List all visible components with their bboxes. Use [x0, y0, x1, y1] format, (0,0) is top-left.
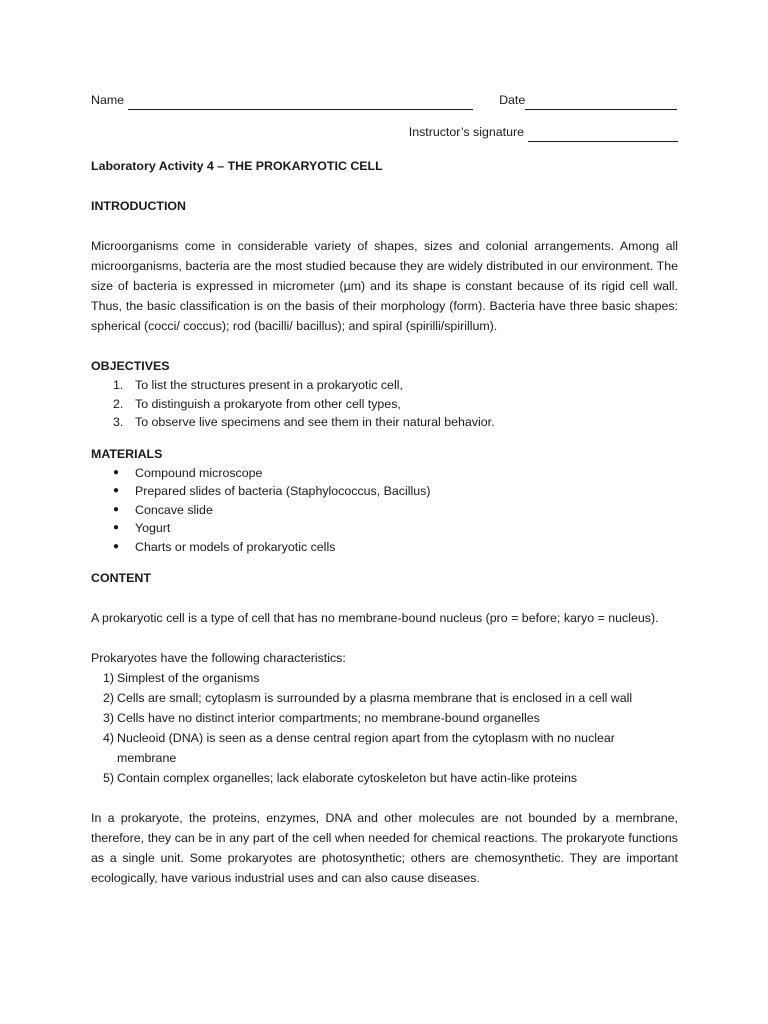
bullet-icon: ●: [113, 503, 120, 515]
bullet-icon: ●: [113, 522, 120, 533]
signature-label: Instructor’s signature: [408, 125, 524, 139]
list-item: 5) Contain complex organelles; lack elaborate cytoskeleton but have actin-like proteins: [103, 771, 578, 785]
content-heading: CONTENT: [91, 571, 151, 585]
materials-heading: MATERIALS: [91, 446, 163, 461]
list-item: 1. To list the structures present in a prokaryotic cell,: [113, 378, 403, 392]
list-item: ● Charts or models of prokaryotic cells: [135, 538, 678, 557]
activity-title: Laboratory Activity 4 – THE PROKARYOTIC CELL: [91, 159, 383, 173]
list-item: 2) Cells are small; cytoplasm is surrounded by a plasma membrane that is enclosed in a cell wall: [103, 691, 633, 705]
list-item: ● Concave slide: [135, 501, 678, 520]
bullet-icon: ●: [113, 466, 120, 478]
materials-list: [91, 464, 678, 557]
document-page: [91, 88, 678, 888]
name-label: Name: [91, 93, 125, 107]
list-item: ● Yogurt: [135, 519, 678, 538]
prokaryote-definition: A prokaryotic cell is a type of cell that has no membrane-bound nucleus (pro = before; karyo = nucleus).: [91, 611, 659, 625]
characteristics-list: [91, 668, 678, 788]
signature-row: [91, 120, 678, 142]
list-item: 1) Simplest of the organisms: [103, 671, 260, 685]
name-blank-line[interactable]: [128, 95, 473, 110]
list-item: 4) Nucleoid (DNA) is seen as a dense central region apart from the cytoplasm with no nuclear membrane: [103, 731, 615, 765]
list-item: 2. To distinguish a prokaryote from other cell types,: [113, 396, 401, 411]
introduction-text: Microorganisms come in considerable variety of shapes, sizes and colonial arrangements. Among all microorganisms, bacteria are the most studied because they are widely distributed in our environment. The size of bacteria is expressed in micrometer (µm) and its shape is constant because of its rigid cell wall. Thus, the basic classification is on the basis of their morphology (form). Bacteria have three basic shapes: spherical (cocci/ coccus); rod (bacilli/ bacillus); and spiral (spirilli/spirillum).: [91, 239, 678, 333]
name-date-row: [91, 88, 678, 110]
date-label: Date: [499, 93, 526, 107]
list-item: 3. To observe live specimens and see them in their natural behavior.: [113, 415, 495, 429]
bullet-icon: ●: [113, 540, 120, 552]
signature-blank-line[interactable]: [528, 127, 678, 142]
bullet-icon: ●: [113, 485, 120, 496]
introduction-heading: INTRODUCTION: [91, 199, 186, 213]
list-item: 3) Cells have no distinct interior compartments; no membrane-bound organelles: [103, 711, 540, 725]
characteristics-intro: Prokaryotes have the following characteristics:: [91, 651, 346, 665]
closing-paragraph: In a prokaryote, the proteins, enzymes, DNA and other molecules are not bounded by a membrane, therefore, they can be in any part of the cell when needed for chemical reactions. The prokaryote functions as a single unit. Some prokaryotes are photosynthetic; others are chemosynthetic. They are important ecologically, have various industrial uses and can also cause diseases.: [91, 811, 678, 885]
objectives-heading: OBJECTIVES: [91, 359, 170, 373]
objectives-list: [91, 376, 678, 432]
list-item: ● Compound microscope: [135, 464, 678, 483]
list-item: ● Prepared slides of bacteria (Staphylococcus, Bacillus): [135, 482, 678, 501]
date-blank-line[interactable]: [525, 95, 677, 110]
